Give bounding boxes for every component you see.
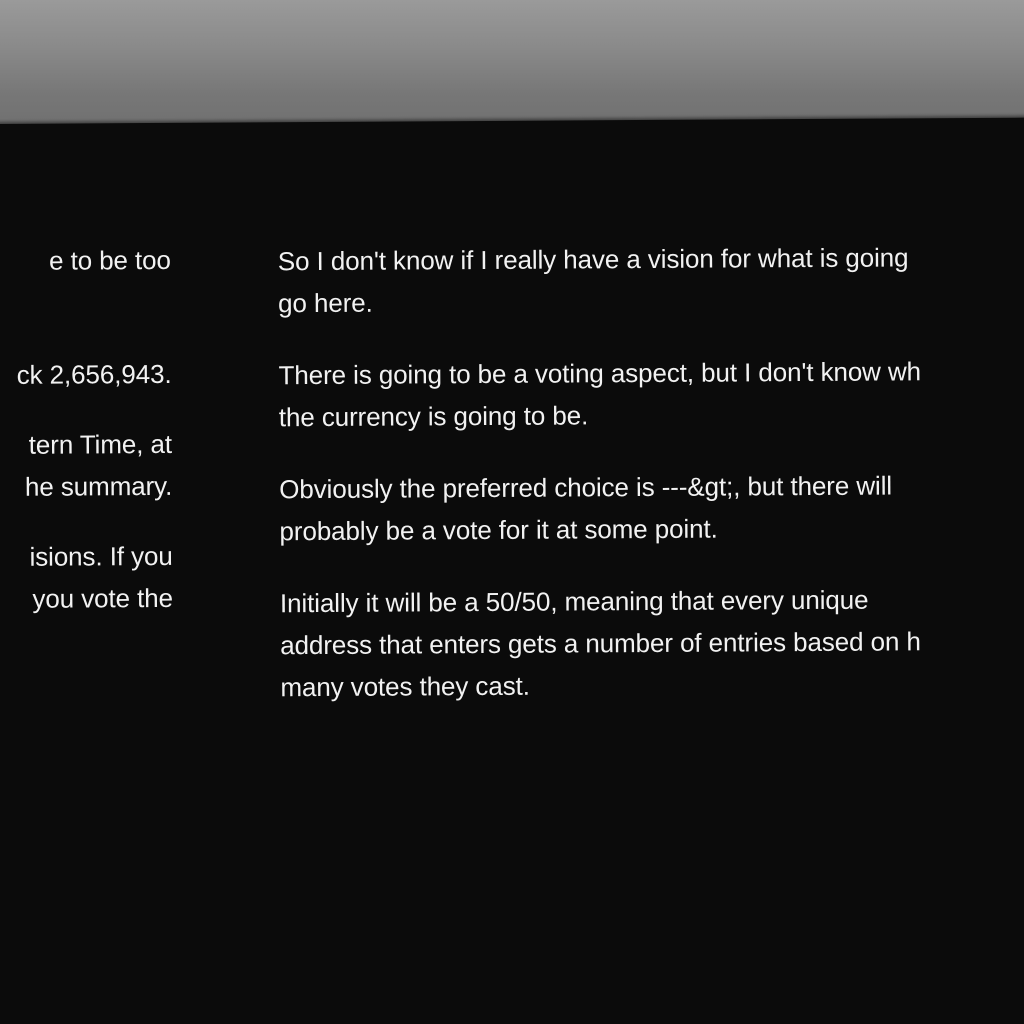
left-line: e to be too: [48, 244, 171, 276]
paragraph-line: So I don't know if I really have a vision for what is going: [277, 242, 909, 277]
screen-area: [0, 118, 1024, 1024]
left-line: ck 2,656,943.: [16, 358, 172, 390]
paragraph-line: probably be a vote for it at some point.: [279, 513, 718, 547]
paragraph: [278, 350, 1024, 439]
paragraph-line: the currency is going to be.: [278, 400, 589, 433]
left-text-column: [0, 239, 173, 620]
monitor-bezel: [0, 0, 1024, 134]
paragraph-line: many votes they cast.: [280, 670, 530, 703]
paragraph-line: address that enters gets a number of entries based on h: [280, 626, 921, 661]
paragraph-line: Obviously the preferred choice is ---&gt;, but there will: [279, 470, 893, 505]
paragraph: [278, 236, 1024, 325]
left-line: he summary.: [24, 470, 173, 502]
paragraph-line: Initially it will be a 50/50, meaning that every unique: [279, 584, 869, 619]
left-line: you vote the: [32, 582, 173, 614]
right-text-column: [278, 236, 1024, 739]
left-line: isions. If you: [29, 540, 173, 572]
paragraph-line: There is going to be a voting aspect, but I don't know wh: [278, 356, 922, 391]
paragraph-line: go here.: [278, 287, 373, 319]
paragraph: [280, 578, 1024, 709]
paragraph: [279, 464, 1024, 553]
left-line: tern Time, at: [28, 428, 173, 460]
